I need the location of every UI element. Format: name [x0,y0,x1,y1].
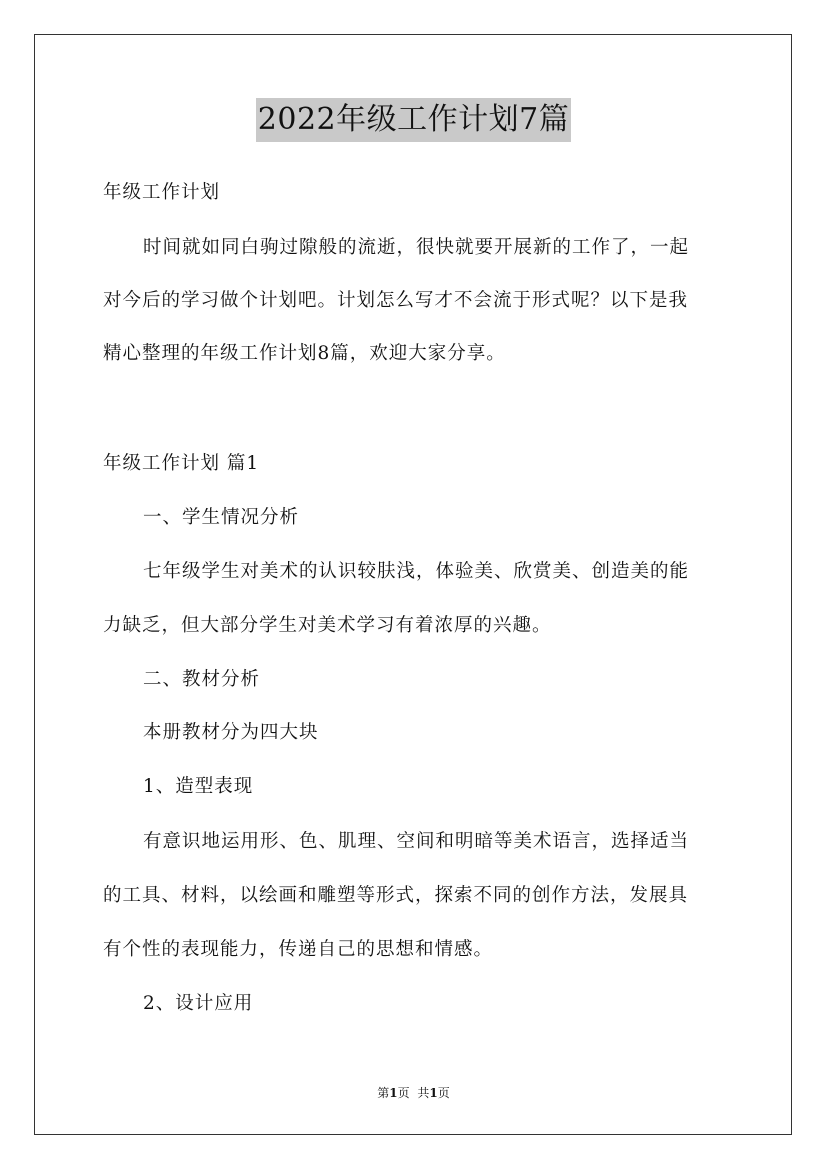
document-title: 2022年级工作计划7篇 [256,98,571,142]
footer-total-suffix: 页 [437,1086,450,1100]
page-footer [0,1084,827,1101]
paragraph-line: 七年级学生对美术的认识较肤浅，体验美、欣赏美、创造美的能 [143,561,690,582]
footer-page-suffix: 页 [397,1086,410,1100]
paragraph-line: 的工具、材料，以绘画和雕塑等形式，探索不同的创作方法，发展具 [103,885,689,906]
paragraph-line: 力缺乏，但大部分学生对美术学习有着浓厚的兴趣。 [103,615,552,636]
footer-total-number: 1 [429,1086,438,1100]
footer-page-prefix: 第 [377,1086,390,1100]
paragraph-line: 有个性的表现能力，传递自己的思想和情感。 [103,939,494,960]
subheading: 1、造型表现 [143,776,254,797]
subheading: 一、学生情况分析 [143,507,300,528]
footer-total-prefix: 共 [417,1086,430,1100]
subheading: 2、设计应用 [143,993,254,1014]
title-wrap [0,98,827,142]
paragraph-line: 精心整理的年级工作计划8篇，欢迎大家分享。 [103,343,506,364]
paragraph-line: 时间就如同白驹过隙般的流逝，很快就要开展新的工作了，一起 [143,237,690,258]
section-heading: 年级工作计划 篇1 [103,453,260,474]
subheading: 二、教材分析 [143,669,261,690]
paragraph-line: 对今后的学习做个计划吧。计划怎么写才不会流于形式呢？以下是我 [103,290,689,311]
paragraph-line: 有意识地运用形、色、肌理、空间和明暗等美术语言，选择适当 [143,831,690,852]
paragraph-line: 本册教材分为四大块 [143,722,319,743]
footer-page-number: 1 [389,1086,398,1100]
section-heading: 年级工作计划 [103,182,221,203]
